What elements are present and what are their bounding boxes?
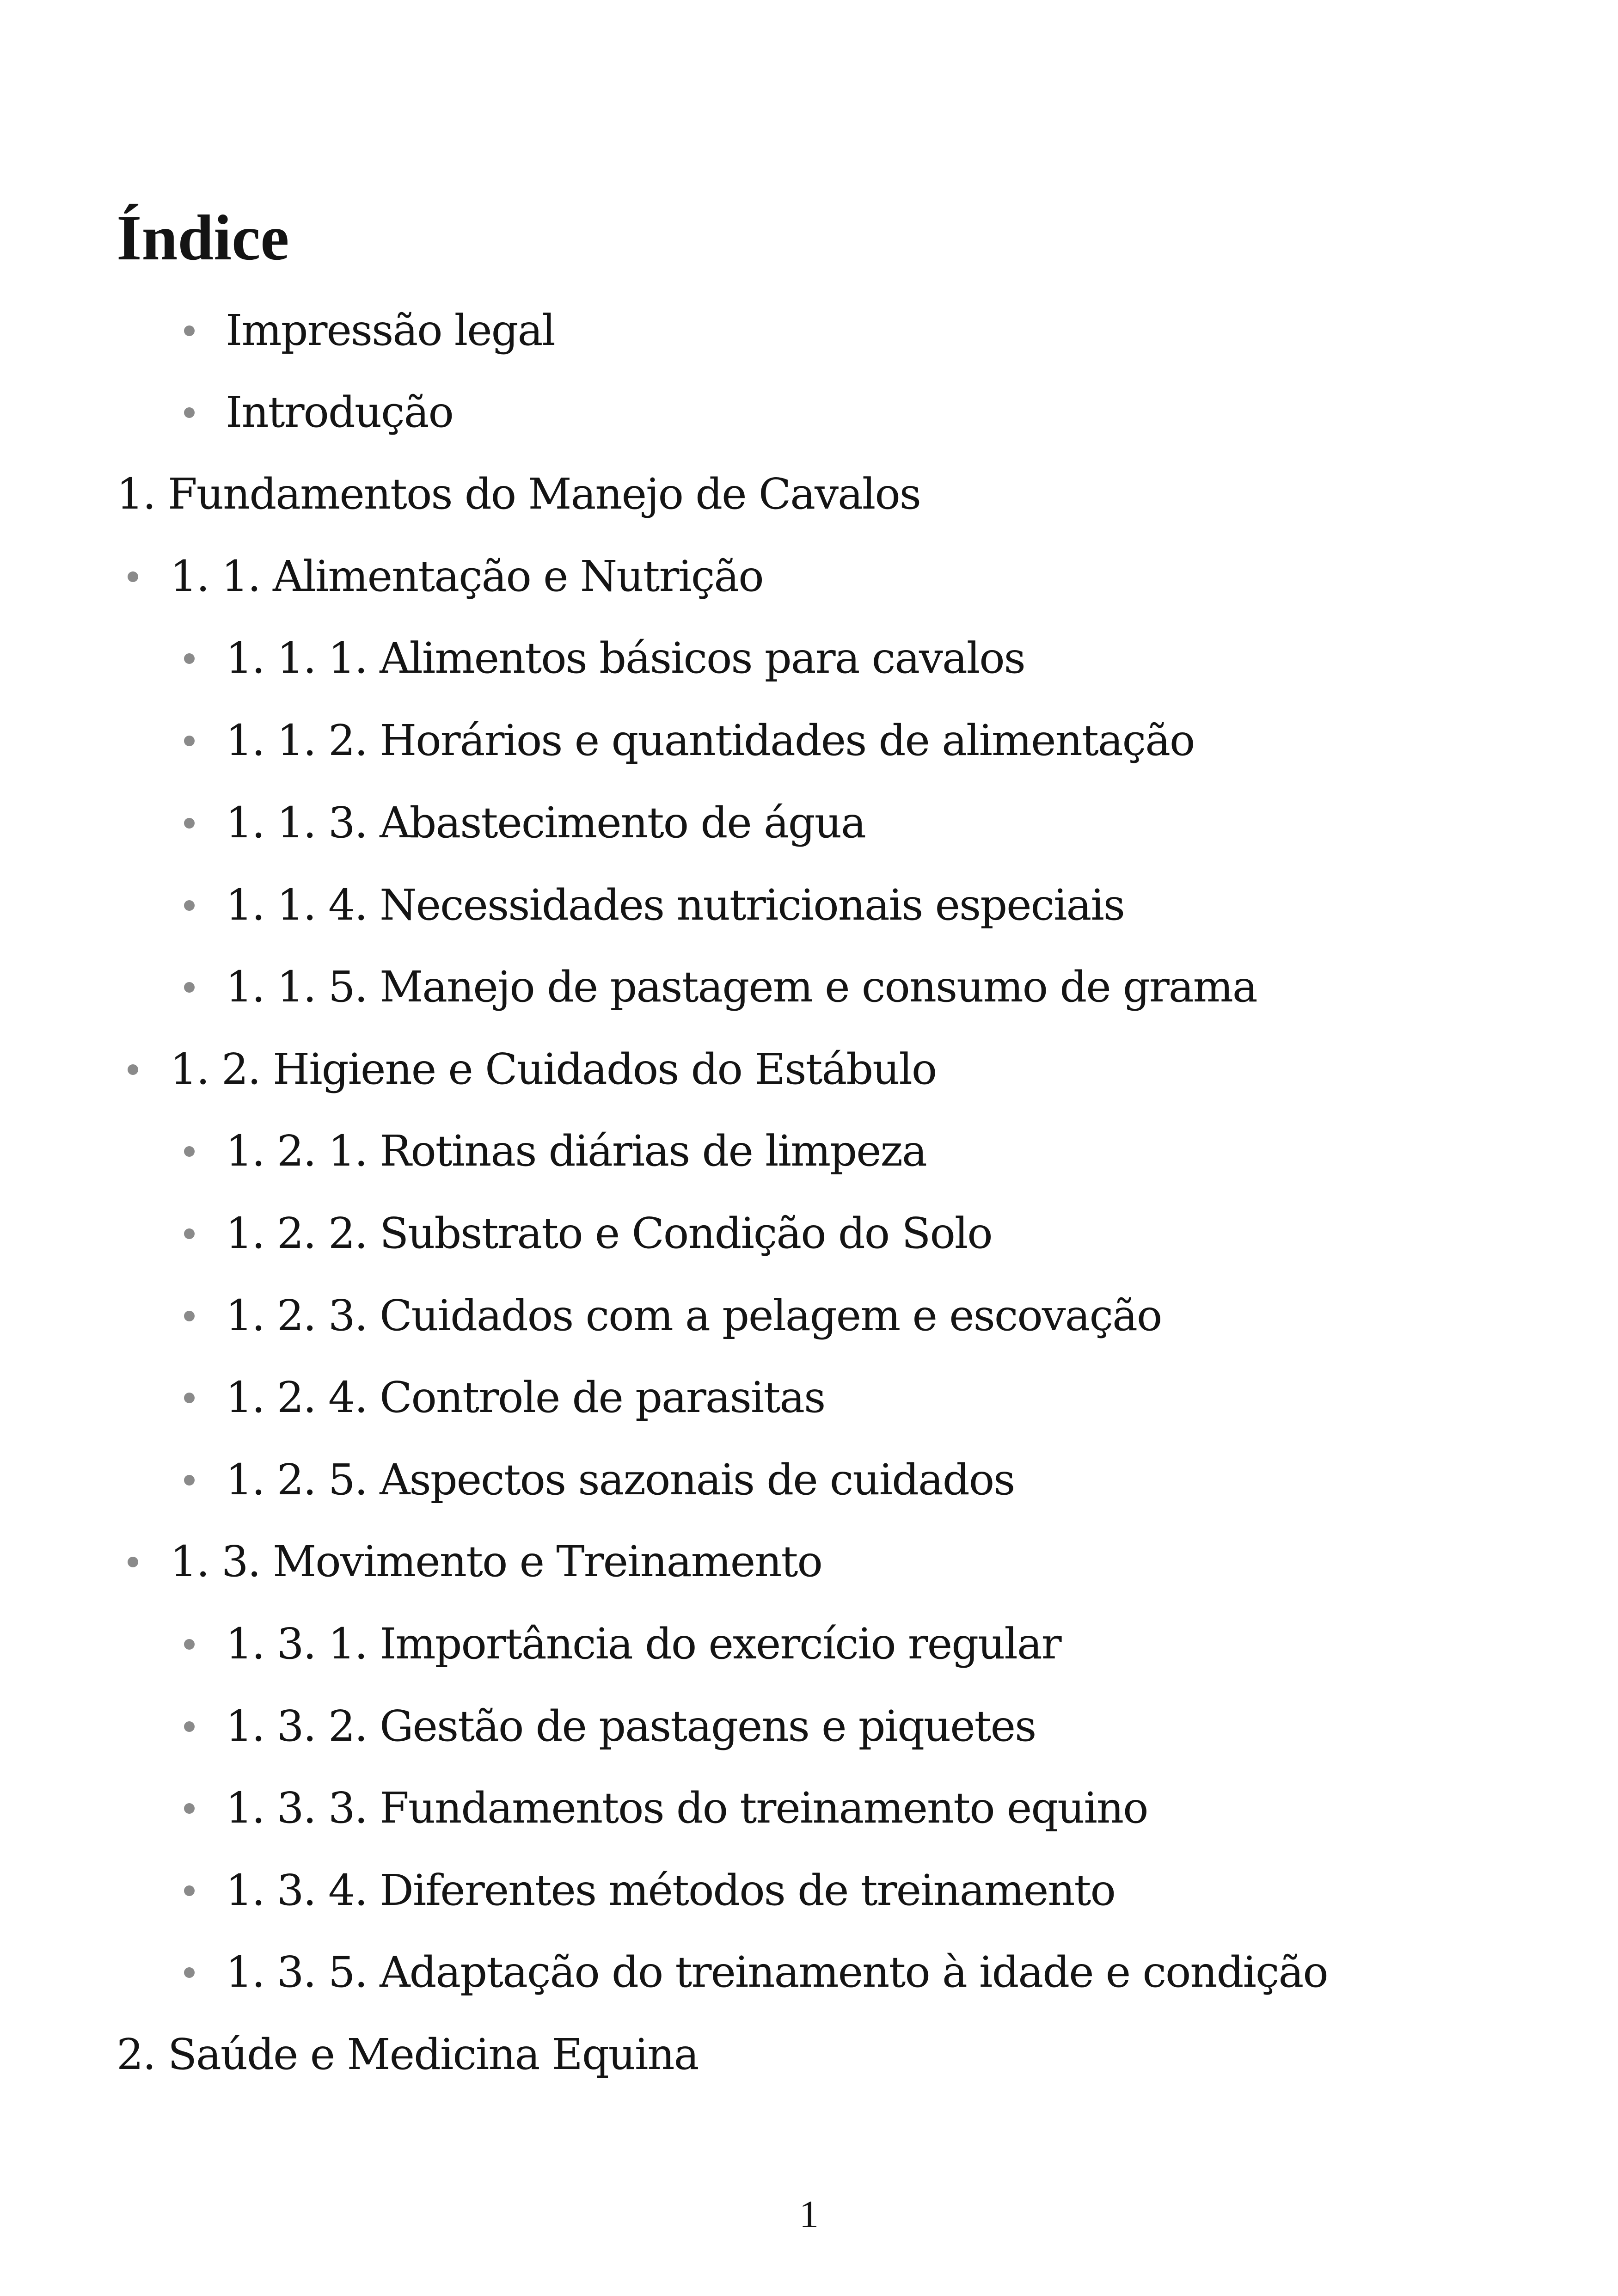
page-title: Índice [116,202,289,274]
bullet-icon [184,1146,195,1157]
toc-item-label: 1. 1. 4. Necessidades nutricionais especiais [226,880,1124,930]
toc-item-label: 1. 1. 1. Alimentos básicos para cavalos [226,633,1025,683]
bullet-icon [184,900,195,911]
toc-item-label: 1. 3. 3. Fundamentos do treinamento equino [226,1783,1148,1833]
toc-item-label: 1. 3. Movimento e Treinamento [170,1537,822,1586]
toc-item-label: 1. 3. 5. Adaptação do treinamento à idade e condição [226,1947,1328,1997]
toc-item-label: 1. 2. 3. Cuidados com a pelagem e escovação [226,1291,1162,1340]
bullet-icon [184,982,195,993]
bullet-icon [184,1721,195,1732]
bullet-icon [184,1393,195,1403]
toc-item-label: 1. 2. 2. Substrato e Condição do Solo [226,1209,992,1258]
toc-item-label: 1. 2. 1. Rotinas diárias de limpeza [226,1126,926,1176]
toc-item-label: 1. 1. 2. Horários e quantidades de alimentação [226,716,1195,765]
bullet-icon [128,1557,138,1567]
bullet-icon [184,653,195,664]
bullet-icon [184,1803,195,1814]
bullet-icon [128,1064,138,1075]
toc-item-label: 1. 2. Higiene e Cuidados do Estábulo [170,1044,937,1094]
toc-item-label: Introdução [226,387,453,437]
toc-item-label: 1. 1. 3. Abastecimento de água [226,798,865,847]
toc-item-label: 1. 3. 2. Gestão de pastagens e piquetes [226,1701,1036,1751]
bullet-icon [184,325,195,336]
bullet-icon [184,407,195,418]
bullet-icon [184,1475,195,1486]
page-number: 1 [799,2193,819,2236]
toc-item-label: 2. Saúde e Medicina Equina [116,2030,699,2079]
toc-item-label: 1. 3. 4. Diferentes métodos de treinamento [226,1866,1115,1915]
toc-item-label: 1. Fundamentos do Manejo de Cavalos [116,469,920,519]
toc-item-label: 1. 1. 5. Manejo de pastagem e consumo de grama [226,962,1257,1012]
bullet-icon [184,736,195,746]
bullet-icon [184,1639,195,1650]
toc-item-label: Impressão legal [226,306,555,355]
toc-item-label: 1. 3. 1. Importância do exercício regular [226,1619,1061,1669]
toc-item-label: 1. 2. 4. Controle de parasitas [226,1373,825,1422]
bullet-icon [184,1885,195,1896]
bullet-icon [184,1311,195,1321]
bullet-icon [184,818,195,829]
toc-item-label: 1. 2. 5. Aspectos sazonais de cuidados [226,1455,1015,1504]
bullet-icon [184,1228,195,1239]
toc-item-label: 1. 1. Alimentação e Nutrição [170,552,763,601]
bullet-icon [128,571,138,582]
bullet-icon [184,1967,195,1978]
